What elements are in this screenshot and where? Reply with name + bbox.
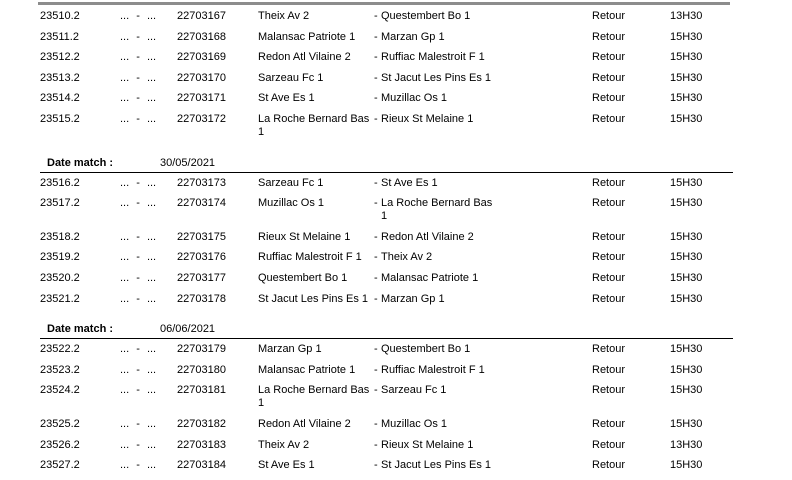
kickoff-time: 15H30 (670, 363, 703, 376)
match-row (0, 227, 792, 248)
match-row (0, 339, 792, 360)
leg-label: Retour (592, 112, 626, 125)
away-team: Muzillac Os 1 (381, 417, 448, 430)
away-team: Marzan Gp 1 (381, 292, 445, 305)
match-row (0, 455, 792, 476)
away-dash-separator: - (374, 112, 378, 125)
away-team: Rieux St Melaine 1 (381, 112, 474, 125)
date-match-label: Date match : (47, 156, 114, 169)
match-id: 22703168 (177, 30, 226, 43)
away-team: La Roche Bernard Bas 1 (381, 197, 493, 223)
home-team: St Ave Es 1 (258, 92, 315, 105)
match-row (0, 360, 792, 381)
match-number: 23526.2 (40, 438, 80, 451)
score-placeholder: ... - ... (120, 459, 157, 472)
away-cell (374, 31, 592, 44)
away-dash-separator: - (374, 459, 378, 472)
away-cell (374, 251, 592, 264)
home-team: Malansac Patriote 1 (258, 363, 356, 376)
away-team: Marzan Gp 1 (381, 30, 445, 43)
match-number: 23510.2 (40, 10, 80, 22)
match-number: 23514.2 (40, 92, 80, 105)
home-team: Questembert Bo 1 (258, 271, 348, 284)
leg-label: Retour (592, 71, 626, 84)
match-id: 22703174 (177, 197, 226, 210)
match-row (0, 27, 792, 48)
away-cell (374, 113, 592, 126)
kickoff-time: 15H30 (670, 197, 703, 210)
match-id: 22703170 (177, 71, 226, 84)
leg-label: Retour (592, 459, 626, 472)
match-number: 23517.2 (40, 197, 80, 210)
kickoff-time: 15H30 (670, 176, 703, 189)
score-placeholder: ... - ... (120, 112, 157, 125)
kickoff-time: 15H30 (670, 459, 703, 472)
away-team: Theix Av 2 (381, 251, 433, 264)
kickoff-time: 13H30 (670, 438, 703, 451)
away-cell (374, 418, 592, 431)
match-row (0, 414, 792, 435)
away-cell (374, 343, 592, 356)
away-cell (374, 384, 592, 397)
match-row (0, 47, 792, 68)
away-cell (374, 293, 592, 306)
match-id: 22703169 (177, 51, 226, 64)
match-row (0, 173, 792, 194)
away-cell (374, 72, 592, 85)
score-placeholder: ... - ... (120, 230, 157, 243)
date-match-header (40, 155, 733, 173)
match-id: 22703176 (177, 251, 226, 264)
score-placeholder: ... - ... (120, 176, 157, 189)
home-team: Redon Atl Vilaine 2 (258, 51, 351, 64)
away-dash-separator: - (374, 51, 378, 64)
away-team: Muzillac Os 1 (381, 92, 448, 105)
leg-label: Retour (592, 343, 626, 356)
leg-label: Retour (592, 438, 626, 451)
leg-label: Retour (592, 30, 626, 43)
away-team: Sarzeau Fc 1 (381, 384, 447, 397)
away-dash-separator: - (374, 30, 378, 43)
away-dash-separator: - (374, 343, 378, 356)
kickoff-time: 15H30 (670, 112, 703, 125)
away-dash-separator: - (374, 71, 378, 84)
leg-label: Retour (592, 417, 626, 430)
home-team: Theix Av 2 (258, 10, 310, 22)
match-row (0, 109, 792, 143)
match-id: 22703167 (177, 10, 226, 22)
match-number: 23527.2 (40, 459, 80, 472)
score-placeholder: ... - ... (120, 10, 157, 22)
away-cell (374, 197, 592, 223)
leg-label: Retour (592, 230, 626, 243)
away-cell (374, 177, 592, 190)
match-id: 22703177 (177, 271, 226, 284)
kickoff-time: 15H30 (670, 92, 703, 105)
match-number: 23523.2 (40, 363, 80, 376)
match-number: 23515.2 (40, 112, 80, 125)
match-number: 23521.2 (40, 292, 80, 305)
home-team: Theix Av 2 (258, 438, 310, 451)
score-placeholder: ... - ... (120, 92, 157, 105)
home-team: Ruffiac Malestroit F 1 (258, 251, 362, 264)
kickoff-time: 15H30 (670, 271, 703, 284)
kickoff-time: 15H30 (670, 384, 703, 397)
score-placeholder: ... - ... (120, 251, 157, 264)
away-dash-separator: - (374, 271, 378, 284)
away-dash-separator: - (374, 230, 378, 243)
kickoff-time: 15H30 (670, 251, 703, 264)
date-match-value: 06/06/2021 (160, 323, 216, 336)
score-placeholder: ... - ... (120, 197, 157, 210)
home-team: La Roche Bernard Bas 1 (258, 112, 370, 138)
leg-label: Retour (592, 271, 626, 284)
date-match-value: 30/05/2021 (160, 156, 216, 169)
score-placeholder: ... - ... (120, 417, 157, 430)
away-team: Questembert Bo 1 (381, 10, 471, 22)
kickoff-time: 13H30 (670, 10, 703, 22)
home-team: Muzillac Os 1 (258, 197, 325, 210)
home-team: Sarzeau Fc 1 (258, 71, 324, 84)
away-dash-separator: - (374, 438, 378, 451)
away-cell (374, 231, 592, 244)
match-number: 23522.2 (40, 343, 80, 356)
kickoff-time: 15H30 (670, 30, 703, 43)
leg-label: Retour (592, 92, 626, 105)
leg-label: Retour (592, 176, 626, 189)
kickoff-time: 15H30 (670, 71, 703, 84)
match-id: 22703173 (177, 176, 226, 189)
kickoff-time: 15H30 (670, 230, 703, 243)
score-placeholder: ... - ... (120, 51, 157, 64)
leg-label: Retour (592, 292, 626, 305)
match-id: 22703178 (177, 292, 226, 305)
away-team: Questembert Bo 1 (381, 343, 471, 356)
away-team: Redon Atl Vilaine 2 (381, 230, 474, 243)
match-id: 22703179 (177, 343, 226, 356)
away-dash-separator: - (374, 363, 378, 376)
match-number: 23525.2 (40, 417, 80, 430)
away-team: St Jacut Les Pins Es 1 (381, 459, 492, 472)
home-team: Rieux St Melaine 1 (258, 230, 351, 243)
match-id: 22703182 (177, 417, 226, 430)
away-cell (374, 459, 592, 472)
away-team: Ruffiac Malestroit F 1 (381, 51, 485, 64)
match-row (0, 380, 792, 414)
away-dash-separator: - (374, 92, 378, 105)
leg-label: Retour (592, 51, 626, 64)
home-team: St Ave Es 1 (258, 459, 315, 472)
date-match-header (40, 321, 733, 339)
away-cell (374, 92, 592, 105)
match-row (0, 88, 792, 109)
away-team: Ruffiac Malestroit F 1 (381, 363, 485, 376)
away-team: Malansac Patriote 1 (381, 271, 479, 284)
match-row (0, 193, 792, 227)
match-number: 23512.2 (40, 51, 80, 64)
leg-label: Retour (592, 197, 626, 210)
away-dash-separator: - (374, 384, 378, 397)
away-team: St Ave Es 1 (381, 176, 438, 189)
leg-label: Retour (592, 251, 626, 264)
match-id: 22703172 (177, 112, 226, 125)
score-placeholder: ... - ... (120, 30, 157, 43)
home-team: La Roche Bernard Bas 1 (258, 384, 370, 410)
leg-label: Retour (592, 10, 626, 22)
home-team: Marzan Gp 1 (258, 343, 322, 356)
match-id: 22703183 (177, 438, 226, 451)
match-row (0, 268, 792, 289)
away-dash-separator: - (374, 176, 378, 189)
away-cell (374, 272, 592, 285)
leg-label: Retour (592, 363, 626, 376)
match-number: 23519.2 (40, 251, 80, 264)
away-dash-separator: - (374, 292, 378, 305)
kickoff-time: 15H30 (670, 343, 703, 356)
date-match-label: Date match : (47, 323, 114, 336)
away-cell (374, 439, 592, 452)
away-cell (374, 51, 592, 64)
match-id: 22703180 (177, 363, 226, 376)
match-row (0, 6, 792, 27)
match-number: 23520.2 (40, 271, 80, 284)
match-id: 22703171 (177, 92, 226, 105)
away-cell (374, 10, 592, 23)
away-dash-separator: - (374, 251, 378, 264)
away-dash-separator: - (374, 10, 378, 22)
home-team: Redon Atl Vilaine 2 (258, 417, 351, 430)
match-id: 22703181 (177, 384, 226, 397)
home-team: Sarzeau Fc 1 (258, 176, 324, 189)
away-team: St Jacut Les Pins Es 1 (381, 71, 492, 84)
score-placeholder: ... - ... (120, 292, 157, 305)
score-placeholder: ... - ... (120, 438, 157, 451)
kickoff-time: 15H30 (670, 51, 703, 64)
score-placeholder: ... - ... (120, 343, 157, 356)
match-number: 23516.2 (40, 176, 80, 189)
score-placeholder: ... - ... (120, 363, 157, 376)
home-team: Malansac Patriote 1 (258, 30, 356, 43)
away-dash-separator: - (374, 417, 378, 430)
score-placeholder: ... - ... (120, 384, 157, 397)
home-team: St Jacut Les Pins Es 1 (258, 292, 369, 305)
match-number: 23511.2 (40, 30, 79, 43)
kickoff-time: 15H30 (670, 292, 703, 305)
match-id: 22703175 (177, 230, 226, 243)
leg-label: Retour (592, 384, 626, 397)
kickoff-time: 15H30 (670, 417, 703, 430)
match-row (0, 435, 792, 456)
score-placeholder: ... - ... (120, 271, 157, 284)
match-row (0, 289, 792, 310)
match-row (0, 68, 792, 89)
score-placeholder: ... - ... (120, 71, 157, 84)
away-team: Rieux St Melaine 1 (381, 438, 474, 451)
match-number: 23513.2 (40, 71, 80, 84)
top-separator-rule (38, 2, 730, 5)
match-row (0, 247, 792, 268)
match-number: 23518.2 (40, 230, 80, 243)
match-number: 23524.2 (40, 384, 80, 397)
away-cell (374, 364, 592, 377)
match-table (0, 6, 792, 476)
away-dash-separator: - (374, 197, 378, 210)
match-id: 22703184 (177, 459, 226, 472)
